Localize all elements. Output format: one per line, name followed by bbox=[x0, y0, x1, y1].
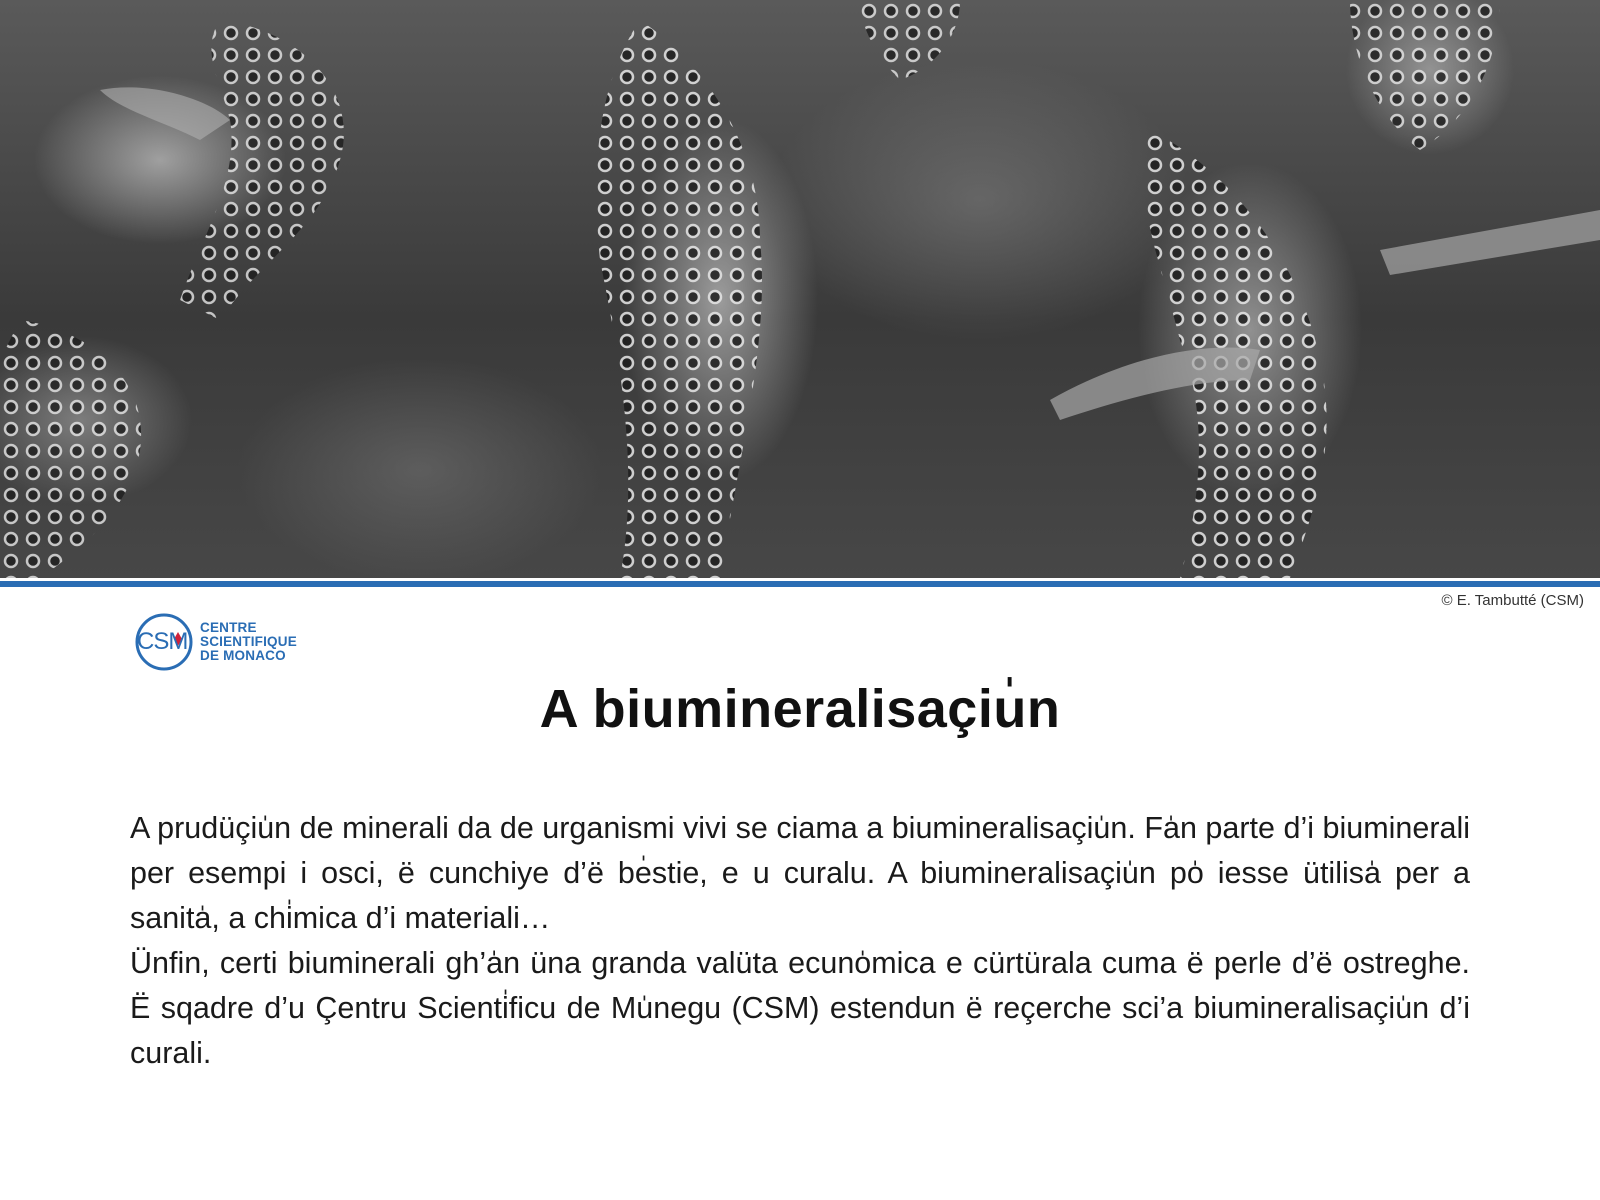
body-text bbox=[130, 806, 1470, 1076]
csm-logo-icon bbox=[134, 612, 194, 672]
logo-line-2: SCIENTIFIQUE bbox=[200, 634, 297, 649]
csm-logo-mark-text: CSM bbox=[137, 628, 188, 655]
coral-texture bbox=[0, 0, 1600, 578]
coral-sem-photo bbox=[0, 0, 1600, 578]
paragraph-1: A prudüçiu̍n de minerali da de urganismi vivi se ciama a biumineralisaçiu̍n. Fa̍n parte d’i biuminerali per esempi i osci, ë cunchiye d’ë be̍stie, e u curalu. A biumineralisaçiu̍n po̍ iesse ütilisa̍ per a sanita̍, a chi̍mica d’i materiali… bbox=[130, 811, 1470, 935]
csm-logo-wordmark bbox=[200, 621, 297, 663]
page-title: A biumineralisaçiu̍n bbox=[539, 679, 1061, 739]
paragraph-2: Ünfin, certi biuminerali gh’a̍n üna granda valüta ecuno̍mica e cürtürala cuma ë perle d’ë ostreghe. Ë sqadre d’u Çentru Scienti̍ficu de Mu̍negu (CSM) estendun ë reçerche sci’a biumineralisaçiu̍n d’i curali. bbox=[130, 946, 1470, 1070]
csm-logo[interactable] bbox=[134, 612, 297, 672]
divider-blue bbox=[0, 581, 1600, 587]
logo-line-3: DE MONACO bbox=[200, 648, 286, 663]
photo-credit: © E. Tambutté (CSM) bbox=[1441, 592, 1584, 609]
logo-line-1: CENTRE bbox=[200, 620, 257, 635]
